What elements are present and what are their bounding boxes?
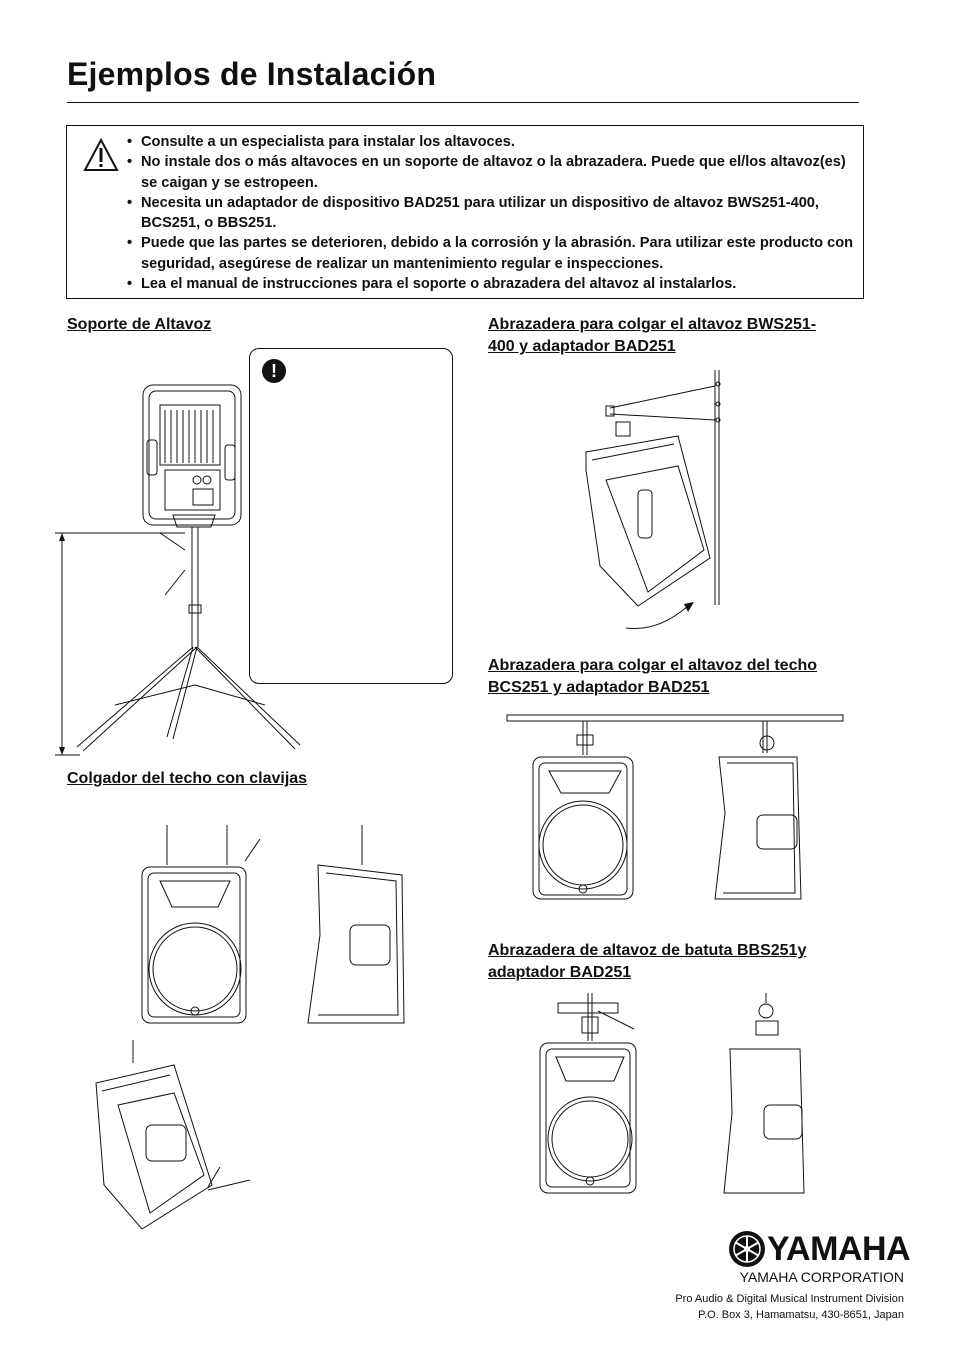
warning-triangle-icon: [83, 138, 119, 172]
section-heading-wall-bracket: Abrazadera para colgar el altavoz BWS251-400 y adaptador BAD251: [488, 316, 817, 355]
caution-exclamation-icon: !: [262, 359, 286, 383]
warning-item: • No instale dos o más altavoces en un soporte de altavoz o la abrazadera. Puede que el/los altavoz(es) se caigan y se estropeen.: [127, 152, 859, 193]
warning-list: [127, 132, 859, 294]
warning-box: [66, 125, 864, 299]
warning-item: • Necesita un adaptador de dispositivo BAD251 para utilizar un dispositivo de altavoz BWS251-400, BCS251, o BBS251.: [127, 193, 859, 234]
section-heading-ceiling-bracket: Abrazadera para colgar el altavoz del techo BCS251 y adaptador BAD251: [488, 657, 818, 696]
section-heading-stand: Soporte de Altavoz: [67, 316, 212, 333]
note-box: [249, 348, 453, 684]
division-address: [675, 1291, 904, 1323]
section-heading-baton-bracket: Abrazadera de altavoz de batuta BBS251y adaptador BAD251: [488, 942, 807, 981]
section-heading-ceiling-pegs: Colgador del techo con clavijas: [67, 770, 308, 787]
warning-item: • Puede que las partes se deterioren, debido a la corrosión y la abrasión. Para utilizar este producto con seguridad, asegúrese de realizar un mantenimiento regular e inspecciones.: [127, 233, 859, 274]
brand-wordmark: YAMAHA: [767, 1230, 911, 1268]
wall-bracket-illustration: [578, 370, 728, 632]
baton-bracket-illustration: [538, 993, 813, 1198]
page-title: Ejemplos de Instalación: [67, 56, 437, 92]
address-line: P.O. Box 3, Hamamatsu, 430-8651, Japan: [698, 1309, 904, 1321]
division-line: Pro Audio & Digital Musical Instrument Division: [675, 1293, 904, 1305]
corporation-name: YAMAHA CORPORATION: [739, 1269, 904, 1285]
ceiling-peg-hanger-illustration: [90, 825, 410, 1235]
speaker-stand-illustration: [55, 385, 245, 760]
warning-item: • Consulte a un especialista para instalar los altavoces.: [127, 132, 859, 152]
warning-item: • Lea el manual de instrucciones para el soporte o abrazadera del altavoz al instalarlos.: [127, 274, 859, 294]
title-rule: [67, 102, 859, 103]
ceiling-bracket-illustration: [505, 713, 845, 908]
